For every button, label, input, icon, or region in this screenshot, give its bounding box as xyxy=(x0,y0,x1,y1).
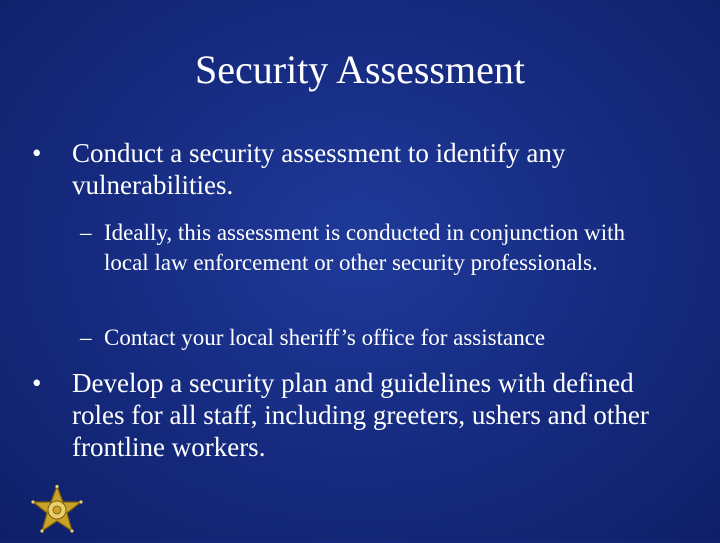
bullet-text: Develop a security plan and guidelines with defined roles for all staff, including greeters, ushers and other frontline workers. xyxy=(72,368,649,462)
sub-bullet-text: Contact your local sheriff’s office for assistance xyxy=(104,325,546,350)
sub-bullet-text: Ideally, this assessment is conducted in conjunction with local law enforcement or other security professionals. xyxy=(104,220,626,275)
sheriff-star-badge-icon xyxy=(30,484,84,538)
bullet-marker: • xyxy=(32,368,42,398)
sub-bullet-marker: – xyxy=(80,325,92,350)
sub-bullet-marker: – xyxy=(80,220,92,245)
bullet-marker: • xyxy=(32,138,42,168)
slide-title: Security Assessment xyxy=(195,47,525,92)
bullet-text: Conduct a security assessment to identify any vulnerabilities. xyxy=(72,138,566,200)
